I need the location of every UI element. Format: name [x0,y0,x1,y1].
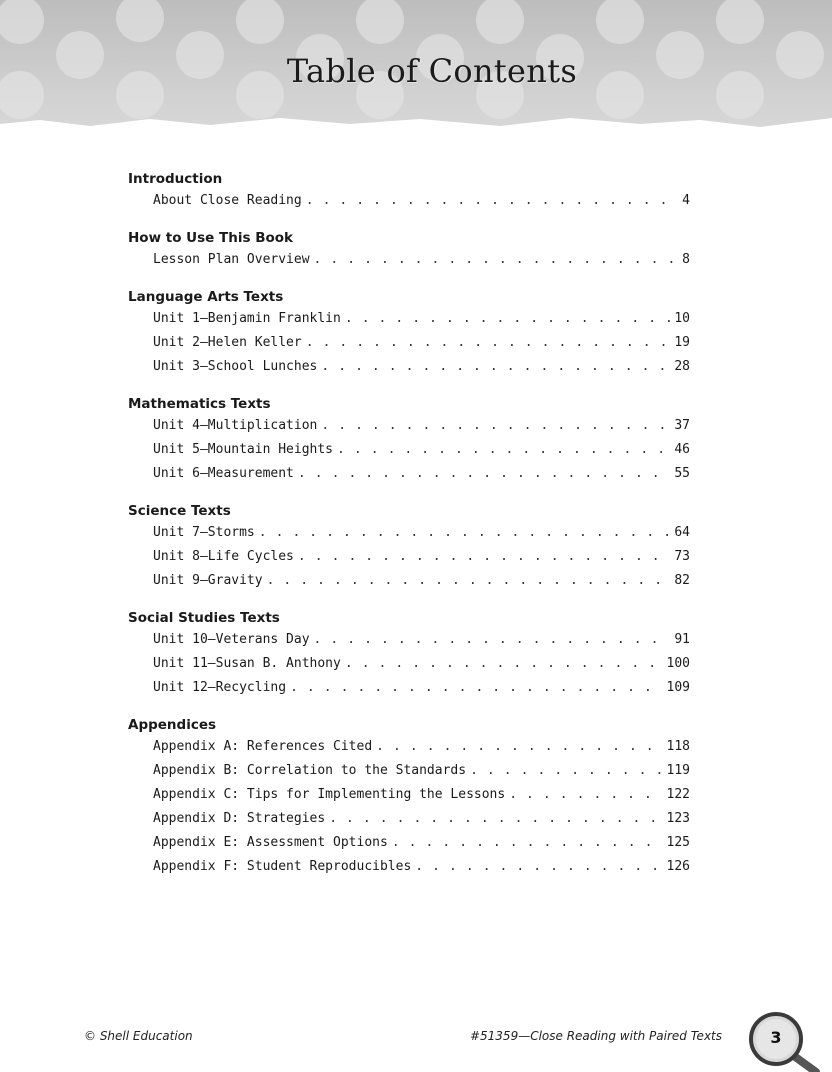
dot-leader [298,463,670,485]
entry-page-number: 125 [666,835,690,850]
dot-leader [321,415,670,437]
entry-page-number: 91 [674,632,690,647]
entry-title: Unit 5—Mountain Heights [153,442,334,457]
entry-title: About Close Reading [153,193,302,208]
toc-entry [128,856,690,880]
dot-leader [306,332,671,354]
toc-entry [128,570,690,594]
section-heading: Introduction [128,171,223,187]
entry-page-number: 37 [674,418,690,433]
entry-title: Unit 1—Benjamin Franklin [153,311,341,326]
entry-page-number: 73 [674,549,690,564]
entry-title: Lesson Plan Overview [153,252,310,267]
entry-title: Appendix F: Student Reproducibles [153,859,412,874]
entry-page-number: 28 [674,359,690,374]
section-heading: Appendices [128,717,217,733]
entry-page-number: 4 [682,193,690,208]
toc-entry [128,522,690,546]
entry-page-number: 19 [674,335,690,350]
toc-entry [128,415,690,439]
dot-leader [306,190,678,212]
section-heading: Language Arts Texts [128,289,284,305]
entry-page-number: 109 [666,680,690,695]
dot-leader [392,832,663,854]
page-number: 3 [770,1028,782,1047]
toc-section [128,170,690,214]
dot-leader [415,856,662,878]
toc-entry [128,736,690,760]
entry-page-number: 8 [682,252,690,267]
toc-entry [128,308,690,332]
entry-page-number: 118 [666,739,690,754]
entry-page-number: 46 [674,442,690,457]
entry-page-number: 82 [674,573,690,588]
entry-page-number: 10 [674,311,690,326]
toc-section [128,229,690,273]
dot-leader [345,653,663,675]
toc-entry [128,332,690,356]
toc-entry [128,653,690,677]
page-title: Table of Contents [286,52,578,90]
toc-entry [128,760,690,784]
entry-title: Appendix B: Correlation to the Standards [153,763,467,778]
entry-title: Unit 11—Susan B. Anthony [153,656,341,671]
toc-section [128,288,690,380]
toc-entry [128,546,690,570]
toc-entry [128,439,690,463]
section-heading: Mathematics Texts [128,396,271,412]
dot-leader [314,629,671,651]
toc-section [128,716,690,880]
entry-title: Unit 8—Life Cycles [153,549,294,564]
entry-page-number: 126 [666,859,690,874]
entry-page-number: 55 [674,466,690,481]
entry-title: Appendix D: Strategies [153,811,326,826]
toc-section [128,609,690,701]
toc-entry [128,832,690,856]
dot-leader [329,808,662,830]
entry-page-number: 100 [666,656,690,671]
entry-title: Unit 4—Multiplication [153,418,318,433]
entry-page-number: 119 [666,763,690,778]
dot-leader [376,736,662,758]
toc-entry [128,463,690,487]
entry-page-number: 122 [666,787,690,802]
entry-page-number: 64 [674,525,690,540]
dot-leader [321,356,670,378]
entry-title: Unit 7—Storms [153,525,255,540]
dot-leader [259,522,671,544]
dot-leader [298,546,670,568]
toc-section [128,502,690,594]
entry-title: Unit 2—Helen Keller [153,335,302,350]
entry-title: Unit 9—Gravity [153,573,263,588]
section-heading: How to Use This Book [128,230,294,246]
entry-title: Appendix E: Assessment Options [153,835,388,850]
entry-title: Unit 12—Recycling [153,680,287,695]
dot-leader [470,760,662,782]
copyright-text: © Shell Education [84,1029,193,1043]
table-of-contents [128,170,690,895]
dot-leader [345,308,671,330]
toc-entry [128,356,690,380]
dot-leader [314,249,679,271]
entry-title: Appendix C: Tips for Implementing the Lessons [153,787,506,802]
toc-entry [128,784,690,808]
toc-entry [128,249,690,273]
book-reference: #51359—Close Reading with Paired Texts [469,1029,722,1043]
dot-leader [290,677,662,699]
toc-section [128,395,690,487]
entry-title: Appendix A: References Cited [153,739,373,754]
dot-leader [509,784,662,806]
entry-title: Unit 3—School Lunches [153,359,318,374]
toc-entry [128,808,690,832]
dot-leader [337,439,670,461]
entry-title: Unit 10—Veterans Day [153,632,310,647]
entry-title: Unit 6—Measurement [153,466,294,481]
toc-entry [128,190,690,214]
entry-page-number: 123 [666,811,690,826]
section-heading: Science Texts [128,503,231,519]
toc-entry [128,677,690,701]
dot-leader [267,570,671,592]
section-heading: Social Studies Texts [128,610,280,626]
toc-entry [128,629,690,653]
